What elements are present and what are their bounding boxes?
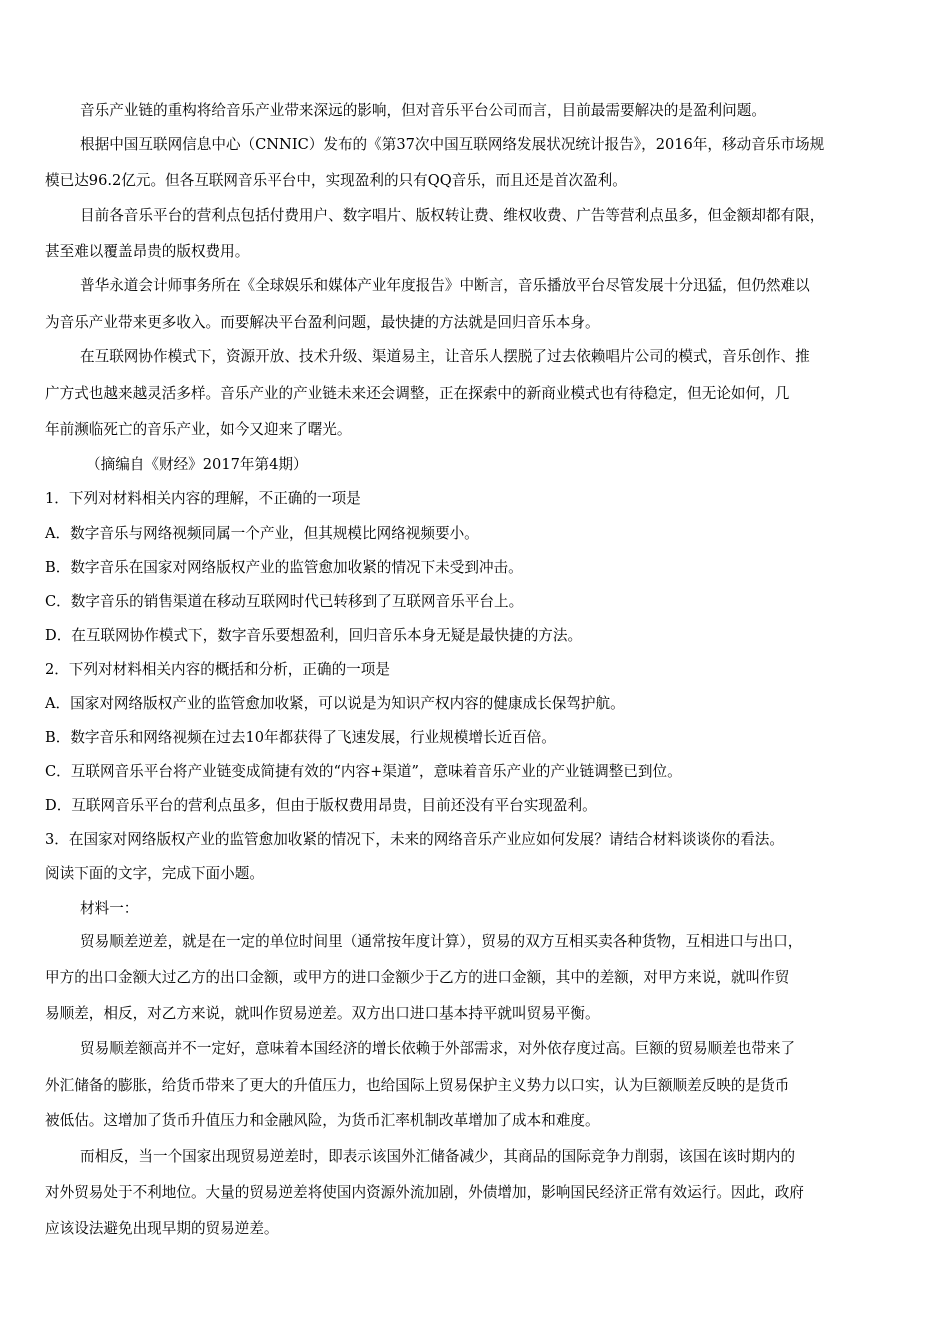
question-2: 2．下列对材料相关内容的概括和分析，正确的一项是 <box>45 661 390 678</box>
paragraph-line: 目前各音乐平台的营利点包括付费用户、数字唱片、版权转让费、维权收费、广告等营利点虽多，但金额却都有限， <box>80 207 825 224</box>
paragraph-line: 应该设法避免出现早期的贸易逆差。 <box>45 1220 279 1237</box>
paragraph-line: 为音乐产业带来更多收入。而要解决平台盈利问题，最快捷的方法就是回归音乐本身。 <box>45 314 600 331</box>
option-d: D．在互联网协作模式下，数字音乐要想盈利，回归音乐本身无疑是最快捷的方法。 <box>45 627 583 644</box>
paragraph-line: 广方式也越来越灵活多样。音乐产业的产业链未来还会调整，正在探索中的新商业模式也有待稳定，但无论如何，几 <box>45 385 790 402</box>
paragraph-line: 音乐产业链的重构将给音乐产业带来深远的影响，但对音乐平台公司而言，目前最需要解决的是盈利问题。 <box>80 102 766 119</box>
option-b: B．数字音乐在国家对网络版权产业的监管愈加收紧的情况下未受到冲击。 <box>45 559 523 576</box>
paragraph-line: 贸易顺差逆差，就是在一定的单位时间里（通常按年度计算），贸易的双方互相买卖各种货物，互相进口与出口， <box>80 933 803 950</box>
paragraph-line: 甚至难以覆盖昂贵的版权费用。 <box>45 243 250 260</box>
option-b: B．数字音乐和网络视频在过去10年都获得了飞速发展，行业规模增长近百倍。 <box>45 729 556 746</box>
question-3: 3．在国家对网络版权产业的监管愈加收紧的情况下，未来的网络音乐产业应如何发展？请结合材料谈谈你的看法。 <box>45 831 784 848</box>
paragraph-line: 模已达96.2亿元。但各互联网音乐平台中，实现盈利的只有QQ音乐，而且还是首次盈利。 <box>45 172 627 189</box>
paragraph-line: 普华永道会计师事务所在《全球娱乐和媒体产业年度报告》中断言，音乐播放平台尽管发展十分迅猛，但仍然难以 <box>80 277 810 294</box>
paragraph-line: 年前濒临死亡的音乐产业，如今又迎来了曙光。 <box>45 421 352 438</box>
option-c: C．互联网音乐平台将产业链变成简捷有效的“内容+渠道”，意味着音乐产业的产业链调整已到位。 <box>45 763 682 780</box>
paragraph-line: 对外贸易处于不利地位。大量的贸易逆差将使国内资源外流加剧，外债增加，影响国民经济正常有效运行。因此，政府 <box>45 1184 804 1201</box>
paragraph-line: 易顺差，相反，对乙方来说，就叫作贸易逆差。双方出口进口基本持平就叫贸易平衡。 <box>45 1005 600 1022</box>
paragraph-line: 而相反，当一个国家出现贸易逆差时，即表示该国外汇储备减少，其商品的国际竞争力削弱，该国在该时期内的 <box>80 1148 796 1165</box>
option-c: C．数字音乐的销售渠道在移动互联网时代已转移到了互联网音乐平台上。 <box>45 593 524 610</box>
paragraph-line: 甲方的出口金额大过乙方的出口金额，或甲方的进口金额少于乙方的进口金额，其中的差额，对甲方来说，就叫作贸 <box>45 969 790 986</box>
option-a: A．国家对网络版权产业的监管愈加收紧，可以说是为知识产权内容的健康成长保驾护航。 <box>45 695 625 712</box>
question-1: 1．下列对材料相关内容的理解，不正确的一项是 <box>45 490 361 507</box>
source-citation: （摘编自《财经》2017年第4期） <box>86 456 308 473</box>
paragraph-line: 被低估。这增加了货币升值压力和金融风险，为货币汇率机制改革增加了成本和难度。 <box>45 1112 600 1129</box>
option-d: D．互联网音乐平台的营利点虽多，但由于版权费用昂贵，目前还没有平台实现盈利。 <box>45 797 597 814</box>
material-heading: 材料一： <box>80 900 139 917</box>
option-a: A．数字音乐与网络视频同属一个产业，但其规模比网络视频要小。 <box>45 525 479 542</box>
reading-instruction: 阅读下面的文字，完成下面小题。 <box>45 865 264 882</box>
paragraph-line: 根据中国互联网信息中心（CNNIC）发布的《第37次中国互联网络发展状况统计报告》，2016年，移动音乐市场规 <box>80 136 825 153</box>
paragraph-line: 外汇储备的膨胀，给货币带来了更大的升值压力，也给国际上贸易保护主义势力以口实，认为巨额顺差反映的是货币 <box>45 1077 790 1094</box>
paragraph-line: 贸易顺差额高并不一定好，意味着本国经济的增长依赖于外部需求，对外依存度过高。巨额的贸易顺差也带来了 <box>80 1040 796 1057</box>
paragraph-line: 在互联网协作模式下，资源开放、技术升级、渠道易主，让音乐人摆脱了过去依赖唱片公司的模式，音乐创作、推 <box>80 348 810 365</box>
